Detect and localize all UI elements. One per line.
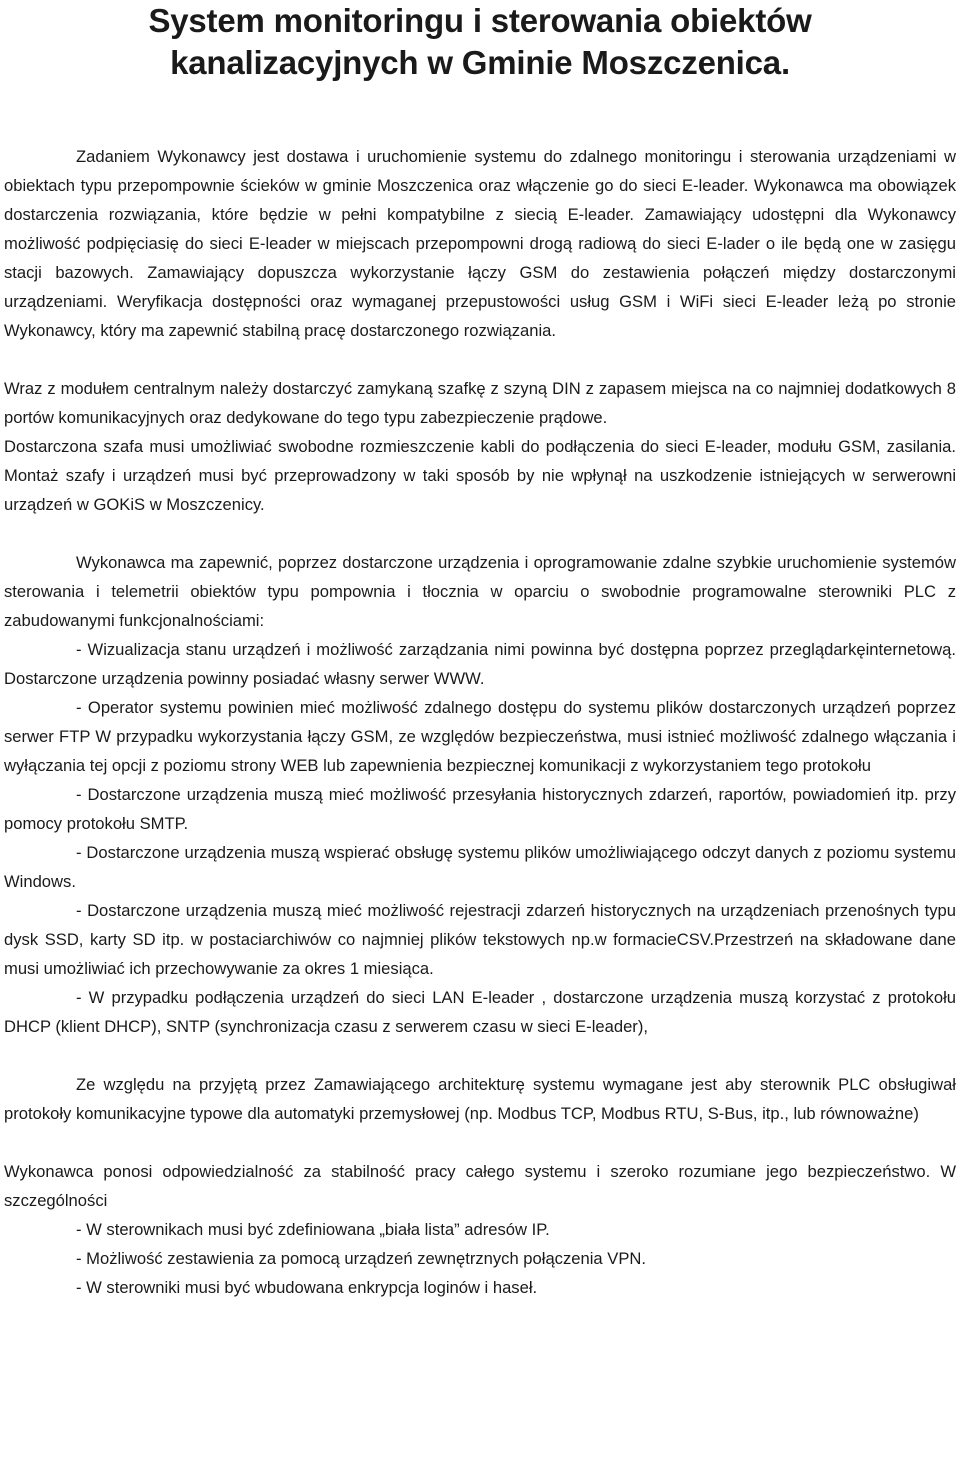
list-item: - Możliwość zestawienia za pomocą urządzeń zewnętrznych połączenia VPN. xyxy=(76,1249,646,1268)
list-item: - Operator systemu powinien mieć możliwość zdalnego dostępu do systemu plików dostarczonych urządzeń poprzez serwer FTP W przypadku wykorzystania łączy GSM, ze względów bezpieczeństwa, musi istnieć możliwość zdalnego włączania i wyłączania tej opcji z poziomu strony WEB lub zapewnienia bezpiecznej komunikacji z wykorzystaniem tego protokołu xyxy=(4,698,956,775)
list-item: - Dostarczone urządzenia muszą mieć możliwość przesyłania historycznych zdarzeń, raportów, powiadomień itp. przy pomocy protokołu SMTP. xyxy=(4,785,956,833)
list-item: - W sterowniki musi być wbudowana enkrypcja loginów i haseł. xyxy=(76,1278,538,1297)
list-item: - Wizualizacja stanu urządzeń i możliwość zarządzania nimi powinna być dostępna poprzez przeglądarkęinternetową. Dostarczone urządzenia powinny posiadać własny serwer WWW. xyxy=(4,640,956,688)
paragraph-security: Wykonawca ponosi odpowiedzialność za stabilność pracy całego systemu i szeroko rozumiane jego bezpieczeństwo. W szczególności xyxy=(4,1162,956,1210)
paragraph-intro: Zadaniem Wykonawcy jest dostawa i uruchomienie systemu do zdalnego monitoringu i sterowania urządzeniami w obiektach typu przepompownie ścieków w gminie Moszczenica oraz włączenie go do sieci E-leader. Wykonawca ma obowiązek dostarczenia rozwiązania, które będzie w pełni kompatybilne z siecią E-leader. Zamawiający udostępni dla Wykonawcy możliwość podpięciasię do sieci E-leader w miejscach przepompowni drogą radiową do sieci E-lader o ile będą one w zasięgu stacji bazowych. Zamawiający dopuszcza wykorzystanie łączy GSM do zestawienia połączeń między dostarczonymi urządzeniami. Weryfikacja dostępności oraz wymaganej przepustowości usług GSM i WiFi sieci E-leader leżą po stronie Wykonawcy, który ma zapewnić stabilną pracę dostarczonego rozwiązania. xyxy=(4,147,956,340)
list-item: - Dostarczone urządzenia muszą mieć możliwość rejestracji zdarzeń historycznych na urządzeniach przenośnych typu dysk SSD, karty SD itp. w postaciarchiwów co najmniej plików tekstowych np.w formacieCSV.Przestrzeń na składowane dane musi umożliwiać ich przechowywanie za okres 1 miesiąca. xyxy=(4,901,956,978)
paragraph-cabinet: Wraz z modułem centralnym należy dostarczyć zamykaną szafkę z szyną DIN z zapasem miejsca na co najmniej dodatkowych 8 portów komunikacyjnych oraz dedykowane do tego typu zabezpieczenie prądowe. xyxy=(4,379,956,427)
list-item: - W sterownikach musi być zdefiniowana „biała lista” adresów IP. xyxy=(76,1220,550,1239)
list-item: - Dostarczone urządzenia muszą wspierać obsługę systemu plików umożliwiającego odczyt danych z poziomu systemu Windows. xyxy=(4,843,956,891)
document-page xyxy=(4,0,956,1302)
list-item: - W przypadku podłączenia urządzeń do sieci LAN E-leader , dostarczone urządzenia muszą korzystać z protokołu DHCP (klient DHCP), SNTP (synchronizacja czasu z serwerem czasu w sieci E-leader), xyxy=(4,988,956,1036)
document-title: System monitoringu i sterowania obiektów kanalizacyjnych w Gminie Moszczenica. xyxy=(148,2,812,81)
paragraph-cabinet-mounting: Dostarczona szafa musi umożliwiać swobodne rozmieszczenie kabli do podłączenia do sieci E-leader, modułu GSM, zasilania. Montaż szafy i urządzeń musi być przeprowadzony w taki sposób by nie wpłynął na uszkodzenie istniejących w serwerowni urządzeń w GOKiS w Moszczenicy. xyxy=(4,437,956,514)
paragraph-functions-intro: Wykonawca ma zapewnić, poprzez dostarczone urządzenia i oprogramowanie zdalne szybkie uruchomienie systemów sterowania i telemetrii obiektów typu pompownia i tłocznia w oparciu o swobodnie programowalne sterowniki PLC z zabudowanymi funkcjonalnościami: xyxy=(4,553,956,630)
paragraph-protocols: Ze względu na przyjętą przez Zamawiającego architekturę systemu wymagane jest aby sterownik PLC obsługiwał protokoły komunikacyjne typowe dla automatyki przemysłowej (np. Modbus TCP, Modbus RTU, S-Bus, itp., lub równoważne) xyxy=(4,1075,956,1123)
